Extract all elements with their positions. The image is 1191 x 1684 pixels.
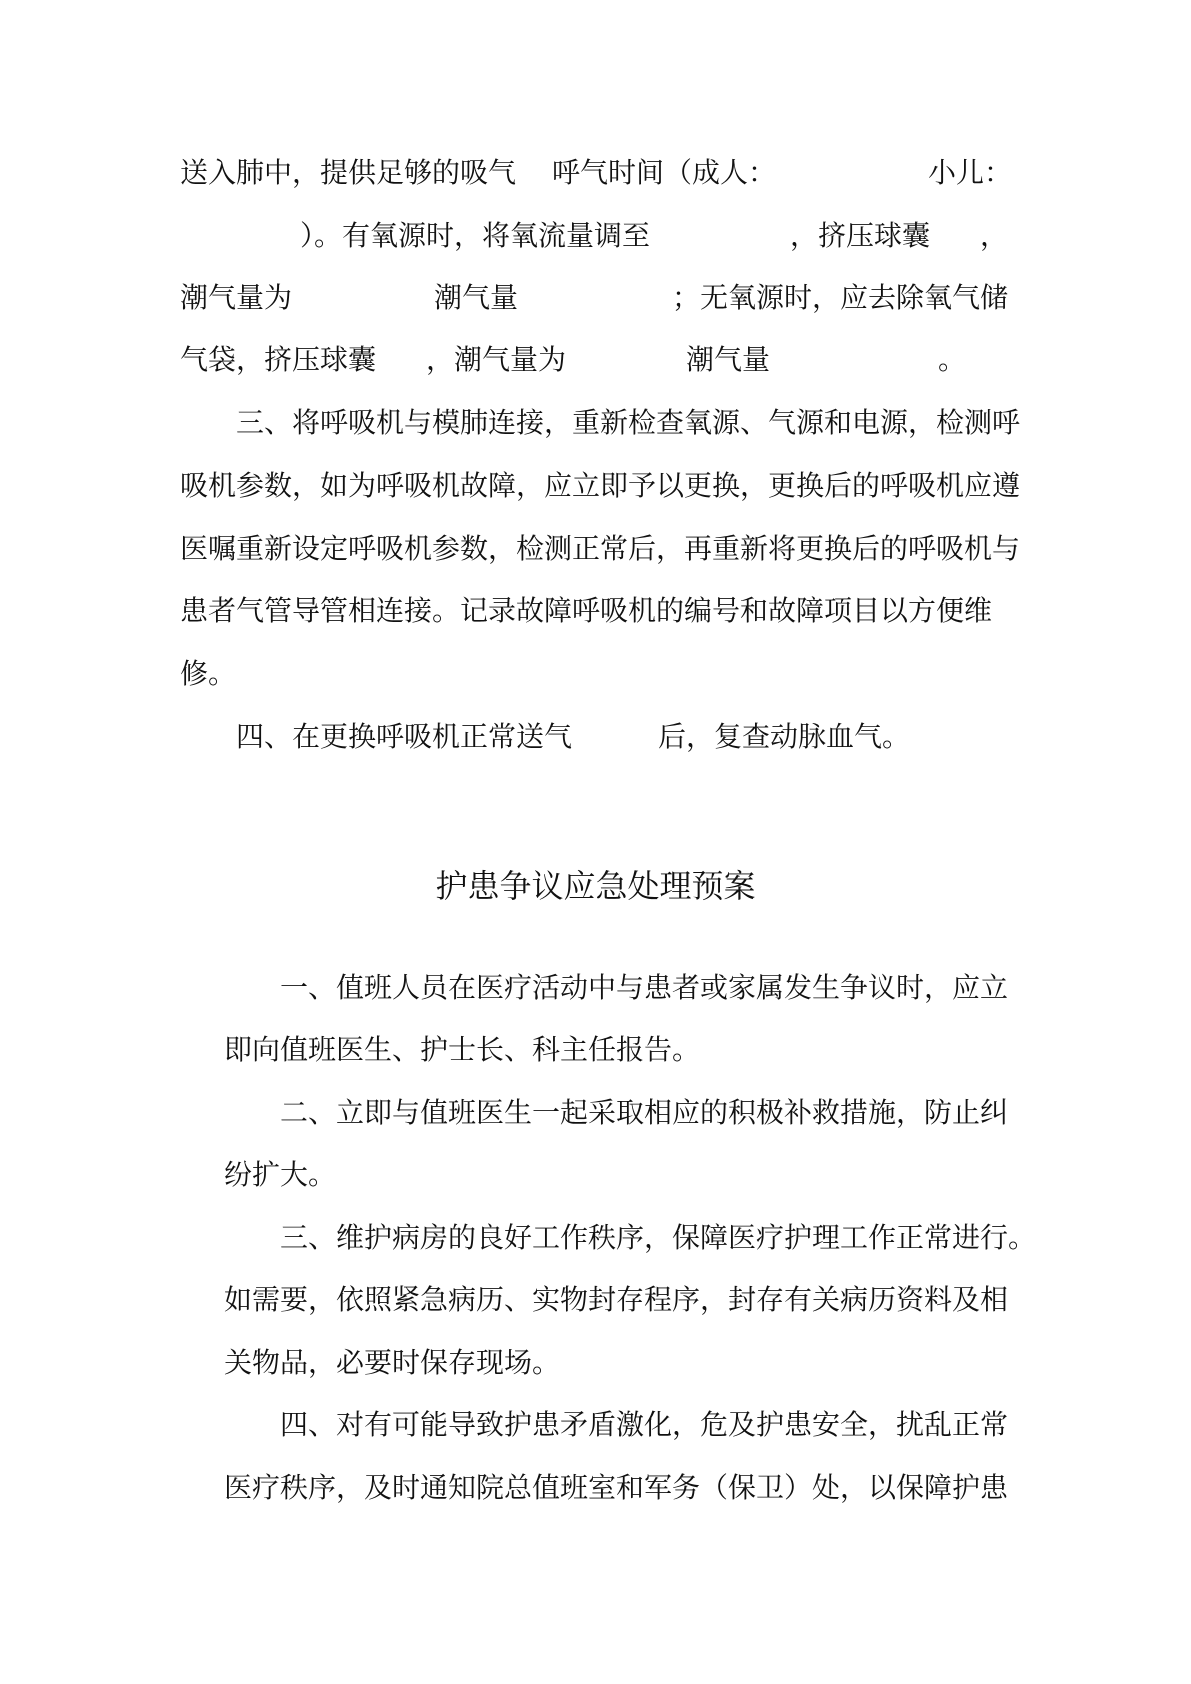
s1-item3-line2: 吸机参数，如为呼吸机故障，应立即予以更换，更换后的呼吸机应遵	[180, 469, 1021, 502]
s2-item1-line1: 一、值班人员在医疗活动中与患者或家属发生争议时，应立	[280, 971, 1009, 1004]
text-line-4a: 气袋，挤压球囊	[180, 343, 377, 376]
s1-item4b: 后，复查动脉血气。	[658, 720, 911, 753]
s2-item4-line2: 医疗秩序，及时通知院总值班室和军务（保卫）处，以保障护患	[224, 1471, 1009, 1504]
text-line-4c: 潮气量	[686, 343, 771, 376]
text-line-1b: 呼气时间（成人：	[552, 156, 777, 189]
s2-item3-line1: 三、维护病房的良好工作秩序，保障医疗护理工作正常进行。	[280, 1221, 1037, 1254]
section-title: 护患争议应急处理预案	[435, 867, 756, 905]
s2-item4-line1: 四、对有可能导致护患矛盾激化，危及护患安全，扰乱正常	[280, 1408, 1009, 1441]
s2-item1-line2: 即向值班医生、护士长、科主任报告。	[224, 1033, 701, 1066]
s1-item3-line1: 三、将呼吸机与模肺连接，重新检查氧源、气源和电源，检测呼	[236, 406, 1021, 439]
s2-item3-line2: 如需要，依照紧急病历、实物封存程序，封存有关病历资料及相	[224, 1283, 1009, 1316]
text-line-2a: ）。有氧源时，将氧流量调至	[300, 219, 651, 252]
text-line-1a: 送入肺中，提供足够的吸气	[180, 156, 517, 189]
s1-item4a: 四、在更换呼吸机正常送气	[236, 720, 573, 753]
text-line-3a: 潮气量为	[180, 281, 293, 314]
text-line-3c: ；无氧源时，应去除氧气储	[672, 281, 1009, 314]
text-line-4b: ，潮气量为	[426, 343, 567, 376]
s2-item2-line2: 纷扩大。	[224, 1158, 337, 1191]
s2-item3-line3: 关物品，必要时保存现场。	[224, 1346, 561, 1379]
text-line-2b: ，挤压球囊	[790, 219, 931, 252]
s2-item2-line1: 二、立即与值班医生一起采取相应的积极补救措施，防止纠	[280, 1096, 1009, 1129]
s1-item3-line5: 修。	[180, 657, 237, 690]
text-line-3b: 潮气量	[434, 281, 519, 314]
text-line-2c: ，	[980, 219, 1009, 252]
s1-item3-line4: 患者气管导管相连接。记录故障呼吸机的编号和故障项目以方便维	[180, 594, 993, 627]
text-line-1c: 小儿：	[928, 156, 1013, 189]
s1-item3-line3: 医嘱重新设定呼吸机参数，检测正常后，再重新将更换后的呼吸机与	[180, 532, 1021, 565]
text-line-4d: 。	[938, 343, 967, 376]
